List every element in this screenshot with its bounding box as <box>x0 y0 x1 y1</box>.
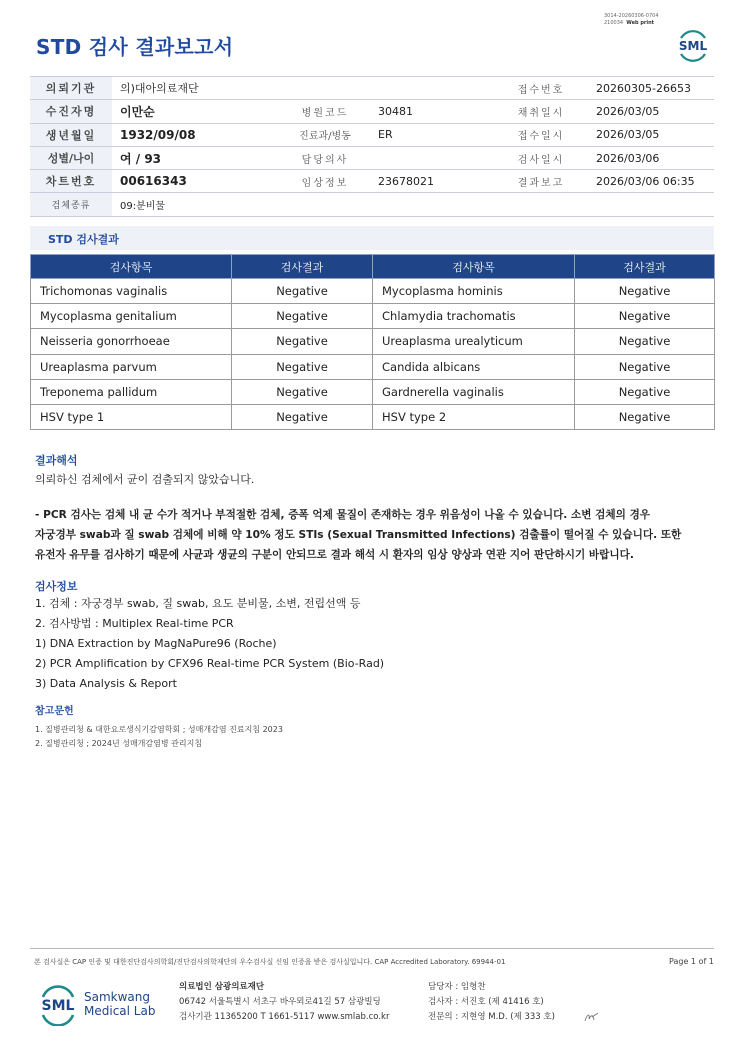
value-patient-name: 이만순 <box>112 100 280 123</box>
footer-staff-block <box>428 980 555 1025</box>
test-item: Treponema pallidum <box>31 379 232 404</box>
info-row <box>30 193 714 216</box>
test-result: Negative <box>575 404 715 429</box>
column-header: 검사결과 <box>232 255 373 279</box>
test-info-line: 2) PCR Amplification by CFX96 Real-time PCR System (Bio-Rad) <box>35 657 385 670</box>
info-row <box>30 170 714 193</box>
test-item: Gardnerella vaginalis <box>373 379 575 404</box>
info-row <box>30 123 714 146</box>
test-item: Ureaplasma parvum <box>31 354 232 379</box>
test-item: HSV type 1 <box>31 404 232 429</box>
label-specimen-type: 검체종류 <box>30 193 112 216</box>
table-row <box>31 404 715 429</box>
sml-logo-icon <box>673 24 713 64</box>
label-department: 진료과/병동 <box>280 123 370 146</box>
test-info-line: 1) DNA Extraction by MagNaPure96 (Roche) <box>35 637 277 650</box>
test-info-title: 검사정보 <box>35 580 78 593</box>
table-row <box>31 354 715 379</box>
info-row <box>30 146 714 169</box>
table-row <box>31 379 715 404</box>
test-result: Negative <box>232 404 373 429</box>
value-test-date: 2026/03/06 <box>588 146 714 169</box>
label-clinical-info: 임상정보 <box>280 170 370 193</box>
value-requesting-org: 의)대아의료재단 <box>112 77 494 100</box>
references-section <box>35 702 283 751</box>
results-header-row <box>31 255 715 279</box>
label-collection-date: 채취일시 <box>494 100 588 123</box>
label-test-date: 검사일시 <box>494 146 588 169</box>
test-info-line: 1. 검체 : 자궁경부 swab, 질 swab, 요도 분비물, 소변, 전립선액 등 <box>35 597 361 610</box>
footer-brand-line2: Medical Lab <box>84 1004 156 1018</box>
footer-staff-line: 전문의 : 지현영 M.D. (제 333 호) <box>428 1012 555 1022</box>
test-result: Negative <box>575 354 715 379</box>
page-title: STD 검사 결과보고서 <box>36 35 234 59</box>
label-receipt-date: 접수일시 <box>494 123 588 146</box>
footer-address-block <box>179 980 389 1025</box>
label-birth-date: 생년월일 <box>30 123 112 146</box>
value-chart-no: 00616343 <box>112 170 280 193</box>
column-header: 검사항목 <box>31 255 232 279</box>
reference-line: 2. 질병관리청 ; 2024년 성매개감염병 관리지침 <box>35 739 203 748</box>
label-hospital-code: 병원코드 <box>280 100 370 123</box>
web-print-label: Web print <box>626 20 655 26</box>
signature-icon <box>583 1010 601 1024</box>
test-result: Negative <box>575 279 715 304</box>
value-hospital-code: 30481 <box>370 100 494 123</box>
footer-brand <box>84 990 155 1018</box>
test-item: Ureaplasma urealyticum <box>373 329 575 354</box>
samkwang-logo-text: SML <box>41 998 75 1014</box>
value-receipt-no: 20260305-26653 <box>588 77 714 100</box>
sml-logo-text: SML <box>678 39 708 53</box>
test-item: HSV type 2 <box>373 404 575 429</box>
samkwang-logo-icon <box>36 982 80 1026</box>
patient-info-table <box>30 76 714 217</box>
test-result: Negative <box>232 354 373 379</box>
test-info-line: 2. 검사방법 : Multiplex Real-time PCR <box>35 617 234 630</box>
footer-divider <box>30 948 714 949</box>
report-code <box>604 13 659 27</box>
results-table <box>30 254 715 430</box>
value-receipt-date: 2026/03/05 <box>588 123 714 146</box>
column-header: 검사결과 <box>575 255 715 279</box>
label-patient-name: 수진자명 <box>30 100 112 123</box>
footer-org: 의료법인 삼광의료재단 <box>179 982 265 992</box>
footer-staff-line: 검사자 : 서진호 (제 41416 호) <box>428 997 544 1007</box>
footer-address: 06742 서울특별시 서초구 바우뫼로41길 57 삼광빌딩 <box>179 997 381 1007</box>
interpretation-note-line: 자궁경부 swab과 질 swab 검체에 비해 약 10% 정도 STIs (Sexual Transmitted Infections) 검출률이 떨어질 수 있습니다. 또한 <box>35 529 682 541</box>
value-specimen-type: 09:분비물 <box>112 193 714 216</box>
test-result: Negative <box>232 329 373 354</box>
label-doctor: 담당의사 <box>280 146 370 169</box>
test-item: Trichomonas vaginalis <box>31 279 232 304</box>
test-result: Negative <box>232 304 373 329</box>
info-row <box>30 100 714 123</box>
table-row <box>31 279 715 304</box>
interpretation-summary: 의뢰하신 검체에서 균이 검출되지 않았습니다. <box>35 473 255 486</box>
test-item: Chlamydia trachomatis <box>373 304 575 329</box>
test-info-section <box>35 578 384 694</box>
label-result-report: 결과보고 <box>494 170 588 193</box>
interpretation-section <box>35 452 681 565</box>
interpretation-title: 결과해석 <box>35 454 78 467</box>
value-sex-age: 여 / 93 <box>112 146 280 169</box>
table-row <box>31 304 715 329</box>
footer-brand-line1: Samkwang <box>84 990 150 1004</box>
test-result: Negative <box>575 304 715 329</box>
label-requesting-org: 의뢰기관 <box>30 77 112 100</box>
test-info-line: 3) Data Analysis & Report <box>35 677 177 690</box>
page-number: Page 1 of 1 <box>669 957 714 966</box>
test-result: Negative <box>232 379 373 404</box>
report-code-line2: 210034 Web print <box>604 20 655 26</box>
value-collection-date: 2026/03/05 <box>588 100 714 123</box>
interpretation-note <box>35 505 681 565</box>
value-doctor <box>370 146 494 169</box>
test-result: Negative <box>232 279 373 304</box>
test-result: Negative <box>575 329 715 354</box>
results-section-title: STD 검사결과 <box>30 226 714 250</box>
label-chart-no: 차트번호 <box>30 170 112 193</box>
test-result: Negative <box>575 379 715 404</box>
cap-accreditation-note: 본 검사실은 CAP 인증 및 대한진단검사의학회/진단검사의학재단의 우수검사실 신임 인증을 받은 검사실입니다. CAP Accredited Laboratory. 69944-01 <box>34 958 506 966</box>
value-result-report: 2026/03/06 06:35 <box>588 170 714 193</box>
value-clinical-info: 23678021 <box>370 170 494 193</box>
reference-line: 1. 질병관리청 & 대한요로생식기감염학회 ; 성매개감염 진료지침 2023 <box>35 725 283 734</box>
label-receipt-no: 접수번호 <box>494 77 588 100</box>
footer-staff-line: 담당자 : 임형찬 <box>428 982 486 992</box>
value-birth-date: 1932/09/08 <box>112 123 280 146</box>
test-item: Neisseria gonorrhoeae <box>31 329 232 354</box>
label-sex-age: 성별/나이 <box>30 146 112 169</box>
test-item: Mycoplasma genitalium <box>31 304 232 329</box>
footer-contact: 검사기관 11365200 T 1661-5117 www.smlab.co.kr <box>179 1012 390 1022</box>
test-item: Candida albicans <box>373 354 575 379</box>
references-title: 참고문헌 <box>35 706 74 717</box>
test-item: Mycoplasma hominis <box>373 279 575 304</box>
info-row <box>30 77 714 100</box>
report-code-line1: 3014-20260306-0704 <box>604 13 659 19</box>
interpretation-note-line: 유전자 유무를 검사하기 때문에 사균과 생균의 구분이 안되므로 결과 해석 시 환자의 임상 양상과 연관 지어 판단하시기 바랍니다. <box>35 549 634 561</box>
interpretation-note-line: - PCR 검사는 검체 내 균 수가 적거나 부적절한 검체, 증폭 억제 물질이 존재하는 경우 위음성이 나올 수 있습니다. 소변 검체의 경우 <box>35 509 651 521</box>
value-department: ER <box>370 123 494 146</box>
table-row <box>31 329 715 354</box>
column-header: 검사항목 <box>373 255 575 279</box>
